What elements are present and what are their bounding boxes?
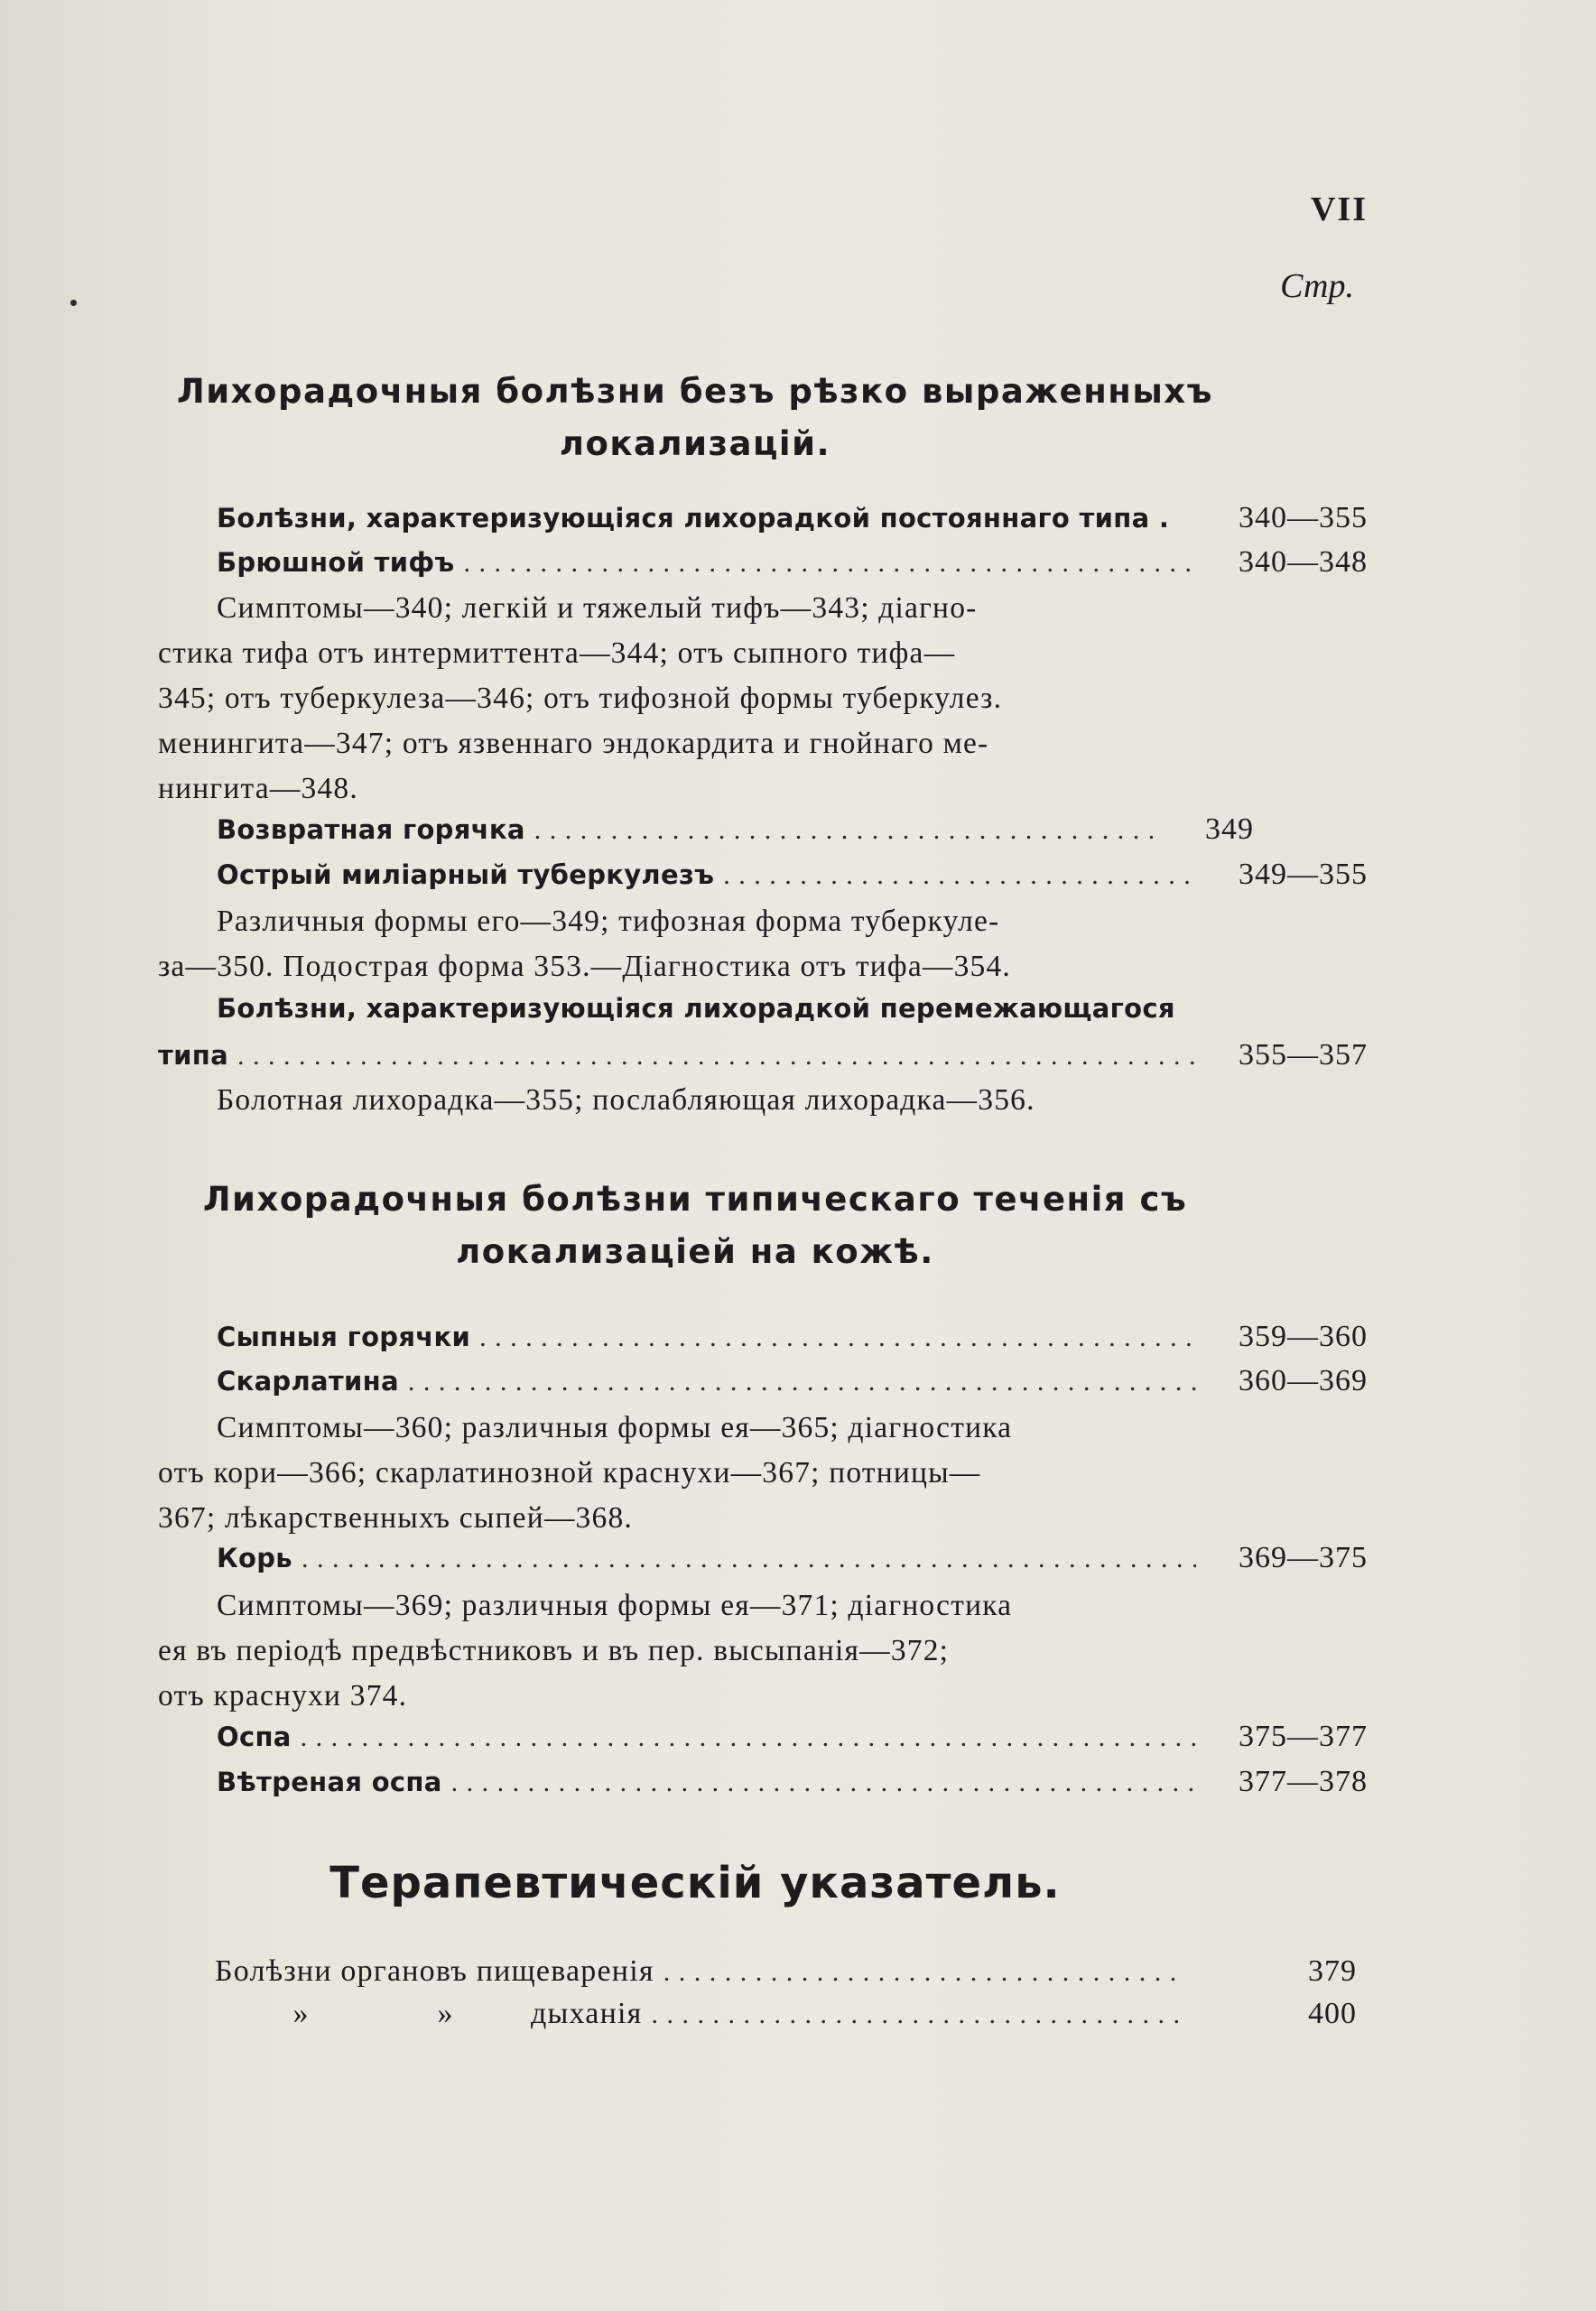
- toc-entry-pages: 379: [1308, 1954, 1357, 1988]
- toc-entry-pages: 340—355: [1239, 501, 1368, 534]
- dot-leader: [534, 815, 1153, 846]
- toc-entry: [158, 1038, 1368, 1083]
- dot-leader: [464, 548, 1196, 579]
- page-number: VII: [1310, 190, 1368, 228]
- section-heading-2-line1: Лихорадочныя болѣзни типическаго теченія съ: [202, 1180, 1188, 1219]
- toc-entry: [215, 1997, 1357, 2042]
- toc-entry-pages: 349—355: [1239, 858, 1368, 891]
- toc-entry-title: Брюшной тифъ: [217, 547, 455, 578]
- entry-description-line: 345; отъ туберкулеза—346; отъ тифозной формы туберкулез.: [158, 682, 1003, 715]
- toc-entry: [217, 993, 1368, 1038]
- section-heading-2-line2: локализаціей на кожѣ.: [456, 1232, 934, 1271]
- section-heading-1: [153, 366, 1237, 470]
- toc-entry-title: Болѣзни органовъ пищеваренія: [215, 1954, 654, 1988]
- toc-entry: [217, 1765, 1368, 1810]
- entry-description-line: отъ краснухи 374.: [158, 1679, 408, 1712]
- dot-leader: [479, 1323, 1196, 1353]
- section-heading-2: [153, 1174, 1237, 1278]
- entry-description-line: Различныя формы его—349; тифозная форма туберкуле-: [217, 905, 1000, 938]
- toc-entry-title: Возвратная горячка: [217, 814, 525, 845]
- toc-entry-title: дыханія: [531, 1997, 643, 2030]
- entry-description-line: отъ кори—366; скарлатинозной краснухи—367; потницы—: [158, 1456, 981, 1490]
- toc-entry-title: Вѣтреная оспа: [217, 1767, 442, 1797]
- toc-entry-pages: 369—375: [1239, 1541, 1368, 1574]
- toc-entry-pages: 349: [1205, 812, 1254, 846]
- entry-description-line: стика тифа отъ интермиттента—344; отъ сыпного тифа—: [158, 636, 956, 670]
- entry-description-line: Симптомы—360; различныя формы ея—365; діагностика: [217, 1411, 1013, 1444]
- toc-entry: [217, 812, 1368, 858]
- toc-entry-pages: 359—360: [1239, 1320, 1368, 1353]
- section-heading-1-line1: Лихорадочныя болѣзни безъ рѣзко выраженныхъ: [177, 372, 1213, 411]
- dot-leader: [301, 1722, 1196, 1753]
- toc-entry: [217, 1320, 1368, 1365]
- toc-entry-title: Болѣзни, характеризующіяся лихорадкой постояннаго типа .: [217, 503, 1170, 534]
- entry-description-line: ея въ періодѣ предвѣстниковъ и въ пер. высыпанія—372;: [158, 1634, 950, 1667]
- toc-entry-title: Болѣзни, характеризующіяся лихорадкой перемежающагося: [217, 993, 1175, 1024]
- toc-entry-pages: 355—357: [1239, 1038, 1368, 1072]
- toc-entry-title: Скарлатина: [217, 1366, 399, 1397]
- entry-description-line: за—350. Подострая форма 353.—Діагностика отъ тифа—354.: [158, 950, 1012, 983]
- toc-entry: [217, 1541, 1368, 1586]
- toc-entry: [215, 1954, 1357, 2000]
- toc-entry-pages: 375—377: [1239, 1720, 1368, 1753]
- toc-entry-title: Острый миліарный туберкулезъ: [217, 859, 715, 890]
- entry-description-line: 367; лѣкарственныхъ сыпей—368.: [158, 1501, 633, 1535]
- ink-speck: [70, 300, 77, 306]
- toc-entry: [217, 1720, 1368, 1765]
- therapeutic-index-heading: Терапевтическій указатель.: [329, 1858, 1061, 1908]
- dot-leader: [723, 860, 1196, 891]
- dot-leader: [651, 2000, 1185, 2030]
- dot-leader: [451, 1768, 1196, 1798]
- toc-entry: [217, 501, 1368, 546]
- toc-entry: [217, 1364, 1368, 1409]
- toc-entry-pages: 360—369: [1239, 1364, 1368, 1397]
- toc-entry: [217, 858, 1368, 903]
- ditto-mark: »: [292, 1997, 309, 2030]
- toc-entry-pages: 400: [1308, 1997, 1357, 2030]
- section-heading-1-line2: локализацій.: [559, 424, 831, 463]
- dot-leader: [237, 1041, 1196, 1072]
- entry-description-line: Симптомы—369; различныя формы ея—371; діагностика: [217, 1589, 1013, 1622]
- dot-leader: [408, 1367, 1196, 1397]
- toc-entry-pages: 340—348: [1239, 545, 1368, 579]
- toc-entry-pages: 377—378: [1239, 1765, 1368, 1798]
- dot-leader: [302, 1544, 1196, 1574]
- entry-description-line: Симптомы—340; легкій и тяжелый тифъ—343; діагно-: [217, 591, 978, 625]
- toc-entry-title: Корь: [217, 1543, 292, 1573]
- entry-description-line: нингита—348.: [158, 772, 358, 805]
- toc-entry-title: Оспа: [217, 1722, 292, 1752]
- dot-leader: [663, 1957, 1185, 1988]
- page-column-label: Стр.: [1280, 267, 1354, 305]
- toc-entry-title: типа: [158, 1040, 228, 1071]
- ditto-mark: »: [437, 1997, 453, 2030]
- entry-description-line: менингита—347; отъ язвеннаго эндокардита и гнойнаго ме-: [158, 727, 989, 760]
- toc-entry-title: Сыпныя горячки: [217, 1322, 471, 1352]
- entry-description-line: Болотная лихорадка—355; послабляющая лихорадка—356.: [217, 1083, 1035, 1117]
- toc-entry: [217, 545, 1368, 590]
